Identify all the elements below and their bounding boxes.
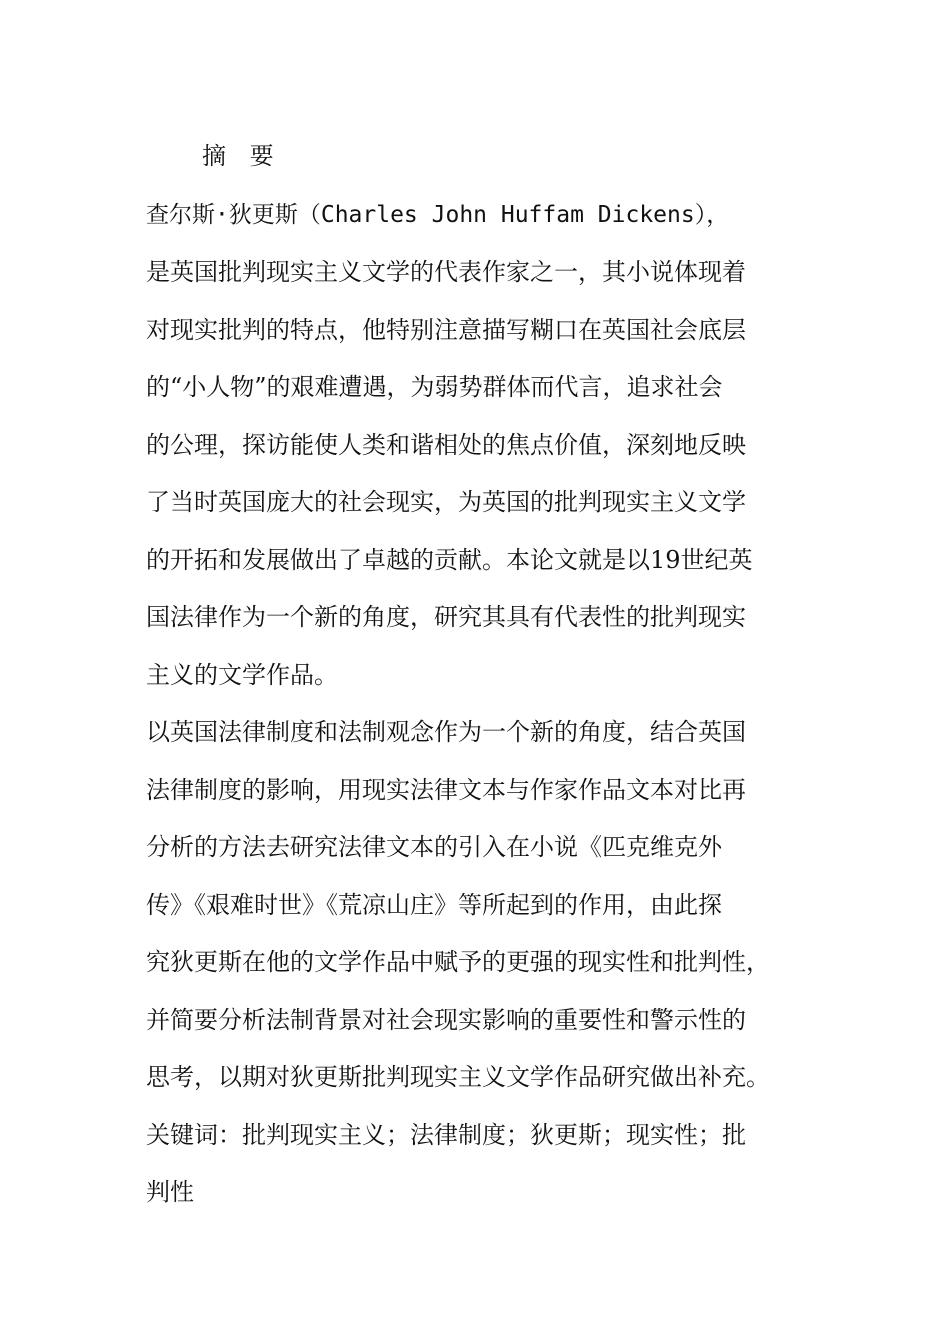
paragraph-line: 对现实批判的特点，他特别注意描写糊口在英国社会底层 <box>146 316 746 344</box>
paragraph-line: 的开拓和发展做出了卓越的贡献。本论文就是以19世纪英 <box>146 546 753 574</box>
paragraph-line: 了当时英国庞大的社会现实，为英国的批判现实主义文学 <box>146 488 746 516</box>
paragraph-line: 国法律作为一个新的角度，研究其具有代表性的批判现实 <box>146 603 746 631</box>
paragraph-line: 分析的方法去研究法律文本的引入在小说《匹克维克外 <box>146 833 722 861</box>
paragraph-line: 主义的文学作品。 <box>146 661 338 689</box>
paragraph-line: 的“小人物”的艰难遭遇，为弱势群体而代言，追求社会 <box>146 373 723 401</box>
keywords-line: 关键词：批判现实主义；法律制度；狄更斯；现实性；批 <box>146 1121 746 1149</box>
paragraph-line: 的公理，探访能使人类和谐相处的焦点价值，深刻地反映 <box>146 431 746 459</box>
paragraph-line: 思考，以期对狄更斯批判现实主义文学作品研究做出补充。 <box>146 1063 770 1091</box>
paragraph-line: 以英国法律制度和法制观念作为一个新的角度，结合英国 <box>146 718 746 746</box>
paragraph-line: 传》《艰难时世》《荒凉山庄》等所起到的作用，由此探 <box>146 891 722 919</box>
paragraph-line: 法律制度的影响，用现实法律文本与作家作品文本对比再 <box>146 776 746 804</box>
keywords-line: 判性 <box>146 1178 194 1206</box>
paragraph-line: 究狄更斯在他的文学作品中赋予的更强的现实性和批判性， <box>146 948 770 976</box>
paragraph-line: 并简要分析法制背景对社会现实影响的重要性和警示性的 <box>146 1006 746 1034</box>
paragraph-line: 是英国批判现实主义文学的代表作家之一，其小说体现着 <box>146 258 746 286</box>
paragraph-line: 查尔斯·狄更斯（Charles John Huffam Dickens）， <box>146 202 730 228</box>
abstract-heading: 摘 要 <box>202 142 282 170</box>
